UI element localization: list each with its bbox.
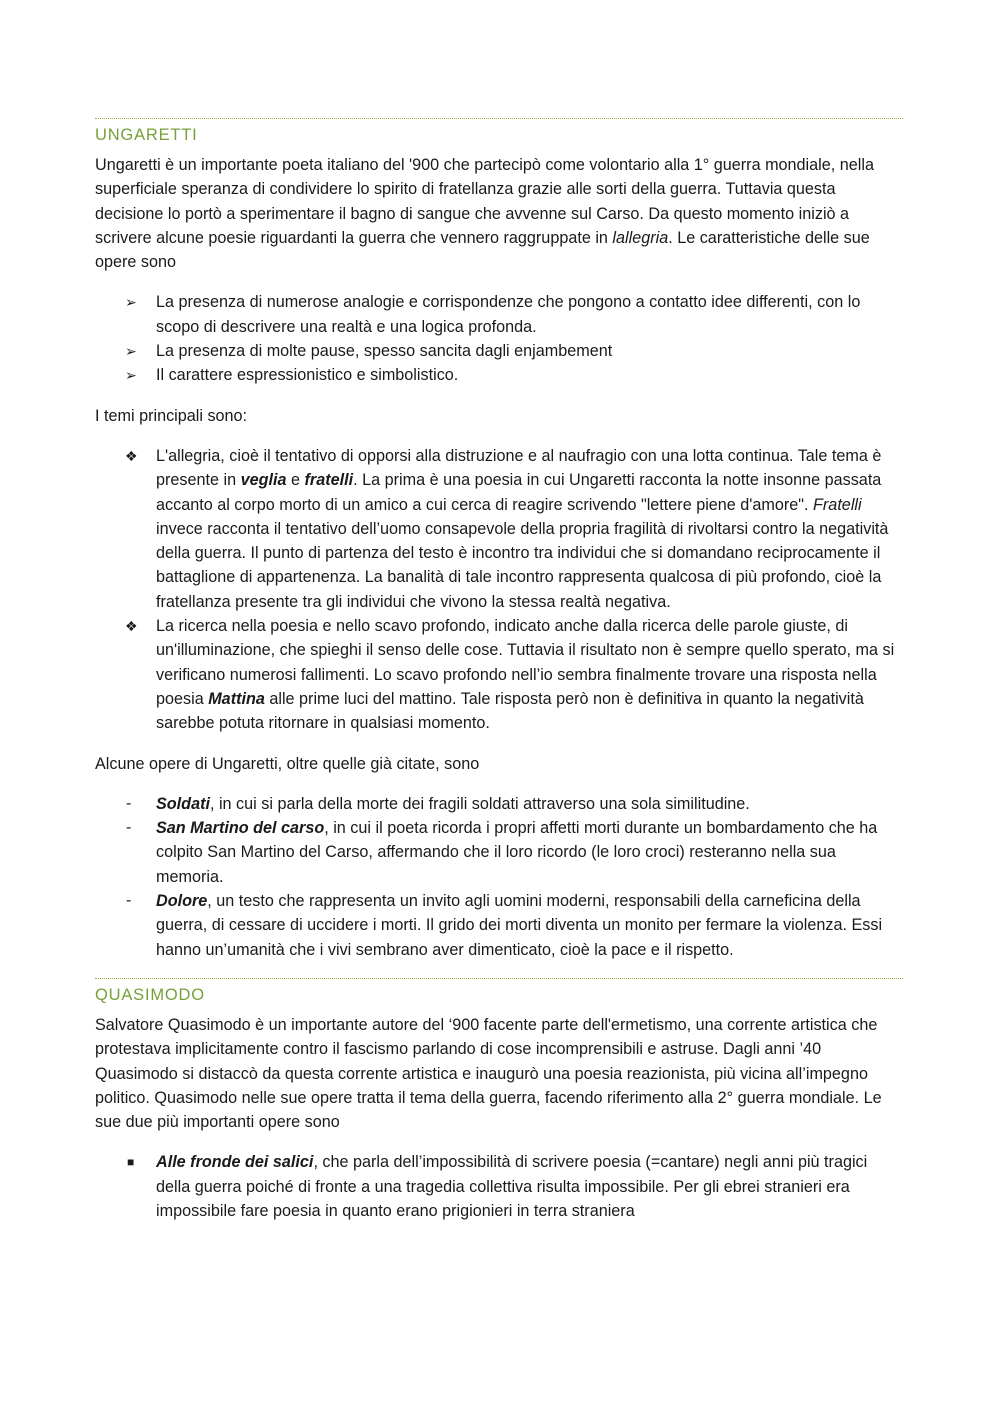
ungaretti-intro-paragraph: Ungaretti è un importante poeta italiano del '900 che partecipò come volontario alla 1° guerra mondiale, nella superficiale speranza di condividere lo spirito di fratellanza grazie alle sorti della guerra. Tuttavia questa decisione lo portò a sperimentare il bagno di sangue che avvenne sul Carso. Da questo momento iniziò a scrivere alcune poesie riguardanti la guerra che vennero raggruppate in lallegria. Le caratteristiche delle sue opere sono [95,156,874,272]
arrow-bullet-icon: ➢ [125,294,137,311]
section-divider [95,978,903,979]
works-list [95,792,903,962]
dash-bullet-icon: - [126,794,132,812]
diamond-bullet-icon: ❖ [125,447,138,464]
dash-bullet-icon: - [126,819,132,837]
section-heading-quasimodo: QUASIMODO [95,985,205,1004]
list-item: ❖ La ricerca nella poesia e nello scavo profondo, indicato anche dalla ricerca delle parole giuste, di un'illuminazione, che spieghi il senso delle cose. Tuttavia il risultato non è sempre quello sperato, ma si verificano numerosi fallimenti. Lo scavo profondo nell’io sembra finalmente trovare una risposta nella poesia Mattina alle prime luci del mattino. Tale risposta però non è definitiva in quanto la negatività sarebbe potuta ritornare in qualsiasi momento. [95,614,903,735]
list-item: ➢ Il carattere espressionistico e simbolistico. [95,363,903,387]
dash-bullet-icon: - [126,892,132,910]
arrow-bullet-icon: ➢ [125,367,137,384]
themes-list [95,444,903,736]
list-item: ❖ L'allegria, cioè il tentativo di opporsi alla distruzione e al naufragio con una lotta continua. Tale tema è presente in veglia e fratelli. La prima è una poesia in cui Ungaretti racconta la notte insonne passata accanto al corpo morto di un amico a cui cerca di reagire scrivendo "lettere piene d'amore". Fratelli invece racconta il tentativo dell’uomo consapevole della propria fragilità di rivoltarsi contro la negatività della guerra. Il punto di partenza del testo è incontro tra individui che si domandano reciprocamente il battaglione di appartenenza. La banalità di tale incontro rappresenta qualcosa di più profondo, cioè la fratellanza presente tra gli individui che vivono la stessa realtà negativa. [95,444,903,614]
quasimodo-intro-paragraph: Salvatore Quasimodo è un importante autore del ‘900 facente parte dell'ermetismo, una corrente artistica che protestava implicitamente contro il fascismo parlando di cose incomprensibili e astruse. Dagli anni ’40 Quasimodo si distaccò da questa corrente artistica e inaugurò una poesia reazionista, più vicina all’impegno politico. Quasimodo nelle sue opere tratta il tema della guerra, facendo riferimento alla 2° guerra mondiale. Le sue due più importanti opere sono [95,1015,882,1132]
section-divider [95,118,903,119]
diamond-bullet-icon: ❖ [125,618,138,635]
themes-intro: I temi principali sono: [95,406,248,425]
document-page [95,118,903,1223]
list-item: ■ Alle fronde dei salici, che parla dell’impossibilità di scrivere poesia (=cantare) negli anni più tragici della guerra poiché di fronte a una tragedia collettiva risulta impossibile. Per gli ebrei stranieri era impossibile fare poesia in quanto erano prigionieri in terra straniera [95,1150,903,1223]
features-list [95,290,903,387]
arrow-bullet-icon: ➢ [125,343,137,360]
list-item: - Soldati, in cui si parla della morte dei fragili soldati attraverso una sola similitudine. [95,792,903,816]
list-item: - Dolore, un testo che rappresenta un invito agli uomini moderni, responsabili della carneficina della guerra, di cessare di uccidere i morti. Il grido dei morti diventa un monito per fermare la violenza. Essi hanno un’umanità che i vivi sembrano aver dimenticato, cioè la pace e il rispetto. [95,889,903,962]
quasimodo-works-list [95,1150,903,1223]
works-intro: Alcune opere di Ungaretti, oltre quelle già citate, sono [95,754,480,773]
section-heading-ungaretti: UNGARETTI [95,126,198,144]
list-item: - San Martino del carso, in cui il poeta ricorda i propri affetti morti durante un bombardamento che ha colpito San Martino del Carso, affermando che il loro ricordo (le loro croci) resteranno nella sua memoria. [95,816,903,889]
square-bullet-icon: ■ [127,1155,135,1170]
list-item: ➢ La presenza di molte pause, spesso sancita dagli enjambement [95,339,903,363]
list-item: ➢ La presenza di numerose analogie e corrispondenze che pongono a contatto idee differenti, con lo scopo di descrivere una realtà e una logica profonda. [95,290,903,339]
